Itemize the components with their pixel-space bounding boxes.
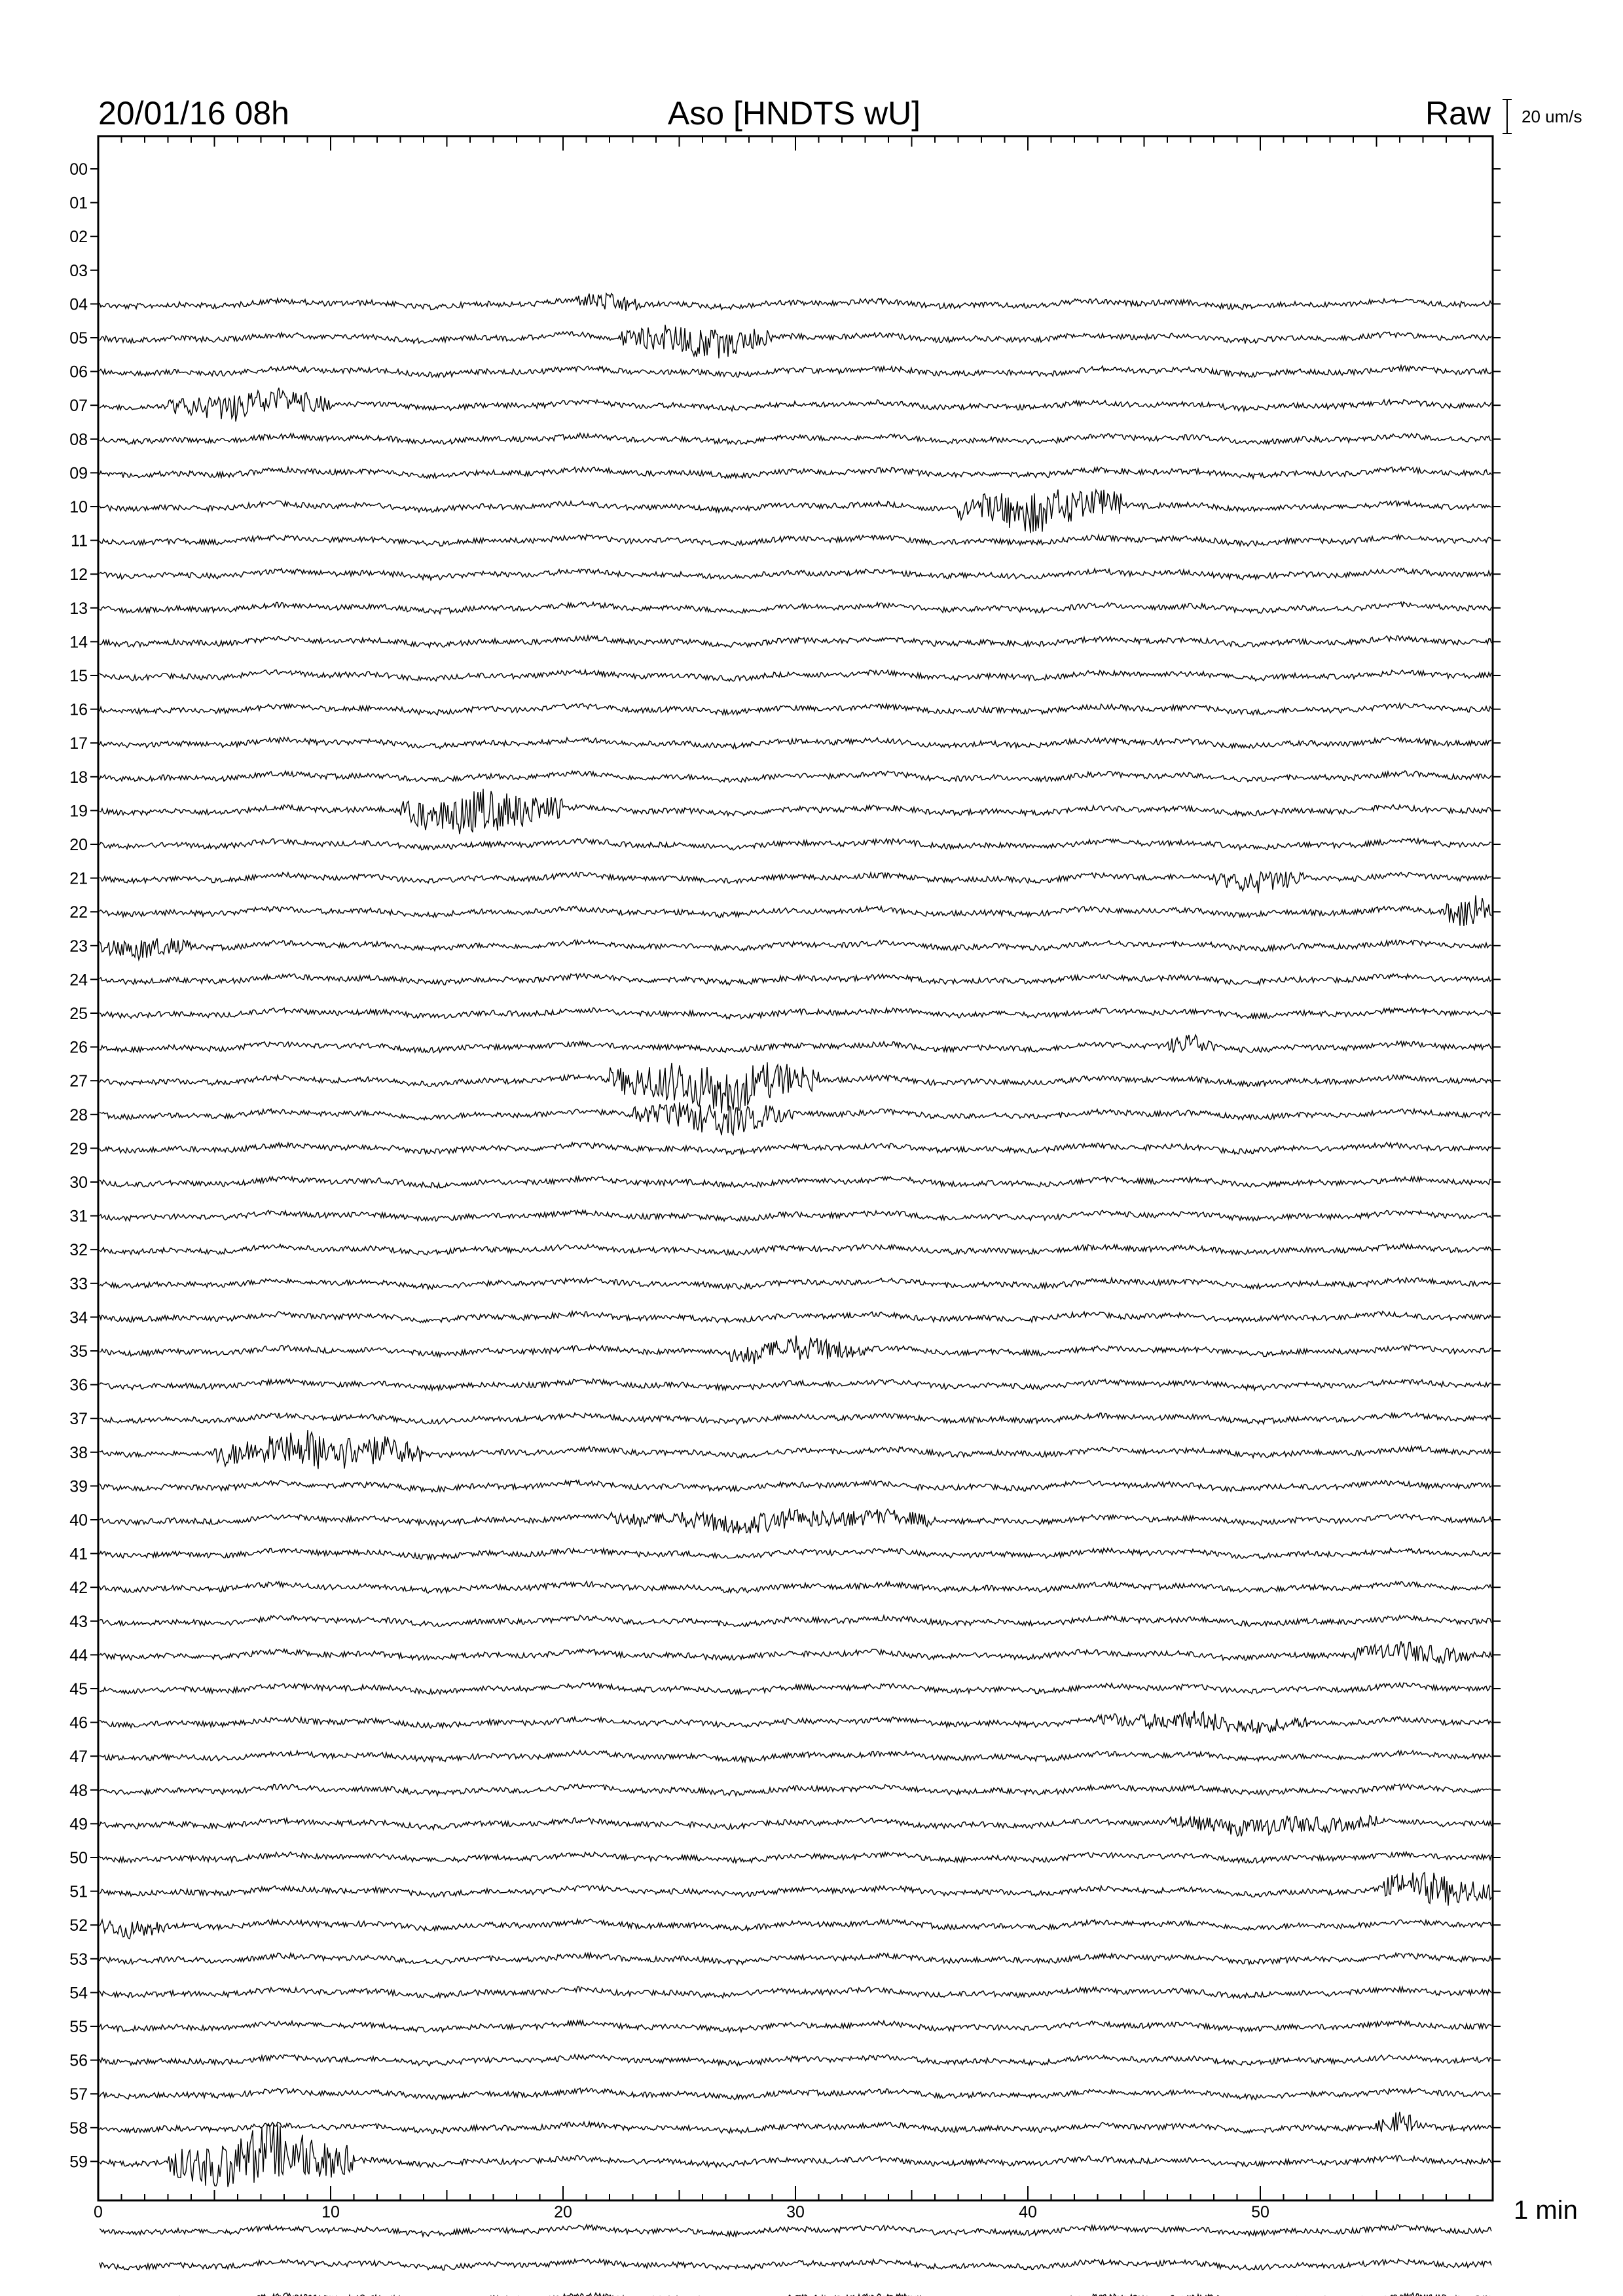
row-label: 36 [69, 1376, 88, 1395]
row-label: 06 [69, 363, 88, 382]
trace-line [100, 1873, 1491, 1906]
trace-line [100, 1548, 1491, 1559]
trace-line [100, 2054, 1491, 2066]
trace-line [100, 1784, 1491, 1795]
trace-line [100, 325, 1491, 358]
row-labels [69, 160, 1501, 2171]
row-label: 55 [69, 2018, 88, 2036]
trace-line [100, 1379, 1491, 1391]
trace-line [100, 1008, 1491, 1019]
row-label: 21 [69, 869, 88, 888]
row-label: 16 [69, 700, 88, 719]
trace-line [100, 2020, 1491, 2032]
row-label: 13 [69, 599, 88, 618]
x-tick-label: 0 [94, 2203, 103, 2221]
row-label: 46 [69, 1713, 88, 1732]
row-label: 19 [69, 802, 88, 821]
trace-line [100, 1986, 1491, 1998]
amplitude-scale-bar [1503, 99, 1512, 134]
trace-line [100, 2112, 1491, 2134]
row-label: 59 [69, 2153, 88, 2172]
row-label: 08 [69, 430, 88, 449]
trace-line [100, 2088, 1491, 2100]
trace-line [100, 738, 1491, 749]
trace-line [100, 670, 1491, 681]
trace-line [100, 1581, 1491, 1593]
trace-line [100, 1102, 1491, 1135]
row-label: 35 [69, 1342, 88, 1361]
row-label: 03 [69, 261, 88, 280]
row-label: 25 [69, 1005, 88, 1023]
trace-line [100, 789, 1491, 834]
trace-line [100, 636, 1491, 647]
trace-line [100, 293, 1491, 311]
row-label: 43 [69, 1612, 88, 1631]
row-label: 23 [69, 937, 88, 956]
continuation-traces [100, 2225, 1491, 2296]
x-tick-label: 10 [321, 2203, 340, 2221]
row-label: 20 [69, 836, 88, 854]
trace-line [100, 2293, 1491, 2296]
trace-line [100, 939, 1491, 960]
row-label: 27 [69, 1072, 88, 1091]
x-tick-label: 50 [1251, 2203, 1269, 2221]
row-label: 30 [69, 1174, 88, 1192]
mode-label: Raw [1425, 95, 1491, 132]
trace-line [100, 1244, 1491, 1255]
trace-line [100, 1919, 1491, 1939]
trace-line [100, 1062, 1491, 1113]
row-label: 42 [69, 1579, 88, 1598]
row-label: 10 [69, 498, 88, 516]
row-label: 26 [69, 1038, 88, 1057]
trace-line [100, 838, 1491, 850]
trace-line [100, 1751, 1491, 1762]
row-label: 37 [69, 1410, 88, 1429]
trace-line [100, 2225, 1491, 2236]
row-label: 45 [69, 1680, 88, 1698]
row-label: 12 [69, 565, 88, 584]
trace-line [100, 1852, 1491, 1863]
trace-line [100, 974, 1491, 985]
row-label: 22 [69, 903, 88, 922]
amplitude-scale-label: 20 um/s [1522, 107, 1582, 126]
row-label: 48 [69, 1781, 88, 1800]
trace-line [100, 1641, 1491, 1664]
trace-line [100, 1615, 1491, 1626]
row-label: 09 [69, 464, 88, 483]
trace-line [100, 535, 1491, 547]
row-label: 33 [69, 1274, 88, 1293]
row-label: 41 [69, 1545, 88, 1564]
row-label: 32 [69, 1241, 88, 1260]
row-label: 52 [69, 1916, 88, 1935]
row-label: 34 [69, 1308, 88, 1327]
row-label: 01 [69, 194, 88, 213]
trace-line [100, 388, 1491, 422]
trace-line [100, 1210, 1491, 1221]
row-label: 28 [69, 1105, 88, 1124]
x-tick-label: 30 [786, 2203, 805, 2221]
row-label: 44 [69, 1646, 88, 1665]
row-label: 54 [69, 1984, 88, 2003]
trace-line [100, 1683, 1491, 1694]
trace-line [100, 1177, 1491, 1189]
trace-line [100, 467, 1491, 478]
trace-line [100, 1278, 1491, 1289]
row-label: 14 [69, 633, 88, 652]
row-label: 07 [69, 397, 88, 416]
row-label: 29 [69, 1139, 88, 1158]
trace-line [100, 1480, 1491, 1492]
trace-line [100, 433, 1491, 444]
row-label: 56 [69, 2051, 88, 2070]
row-label: 57 [69, 2085, 88, 2104]
trace-line [100, 1711, 1491, 1734]
row-label: 58 [69, 2119, 88, 2138]
x-tick-label: 20 [554, 2203, 572, 2221]
row-label: 24 [69, 971, 88, 990]
trace-line [100, 704, 1491, 715]
x-tick-label: 40 [1019, 2203, 1037, 2221]
row-label: 47 [69, 1748, 88, 1767]
row-label: 50 [69, 1849, 88, 1867]
trace-line [100, 602, 1491, 614]
trace-line [100, 2125, 1491, 2187]
row-label: 31 [69, 1207, 88, 1226]
row-label: 40 [69, 1511, 88, 1530]
row-label: 05 [69, 329, 88, 348]
station-title: Aso [HNDTS wU] [667, 95, 921, 132]
trace-line [100, 1430, 1491, 1469]
trace-line [100, 1035, 1491, 1052]
seismic-traces [100, 293, 1491, 2187]
datetime-label: 20/01/16 08h [98, 95, 289, 132]
trace-line [100, 1312, 1491, 1323]
trace-line [100, 1143, 1491, 1155]
trace-line [100, 771, 1491, 782]
bottom-minute-ticks [94, 2186, 1493, 2221]
trace-line [100, 1413, 1491, 1424]
row-label: 38 [69, 1443, 88, 1462]
trace-line [100, 1336, 1491, 1365]
trace-line [100, 568, 1491, 580]
row-label: 04 [69, 295, 88, 314]
row-label: 02 [69, 228, 88, 247]
row-label: 15 [69, 667, 88, 685]
row-label: 49 [69, 1815, 88, 1834]
row-label: 17 [69, 734, 88, 753]
row-label: 51 [69, 1882, 88, 1901]
trace-line [100, 2259, 1491, 2270]
trace-line [100, 872, 1491, 893]
trace-line [100, 1509, 1491, 1534]
x-axis-unit-label: 1 min [1514, 2196, 1578, 2225]
trace-line [100, 895, 1491, 926]
row-label: 39 [69, 1477, 88, 1496]
trace-line [100, 490, 1491, 533]
trace-line [100, 366, 1491, 378]
row-label: 18 [69, 768, 88, 787]
top-minute-ticks [98, 136, 1493, 151]
row-label: 11 [71, 531, 88, 550]
row-label: 53 [69, 1950, 88, 1969]
trace-line [100, 1953, 1491, 1965]
row-label: 00 [69, 160, 88, 179]
trace-line [100, 1816, 1491, 1837]
